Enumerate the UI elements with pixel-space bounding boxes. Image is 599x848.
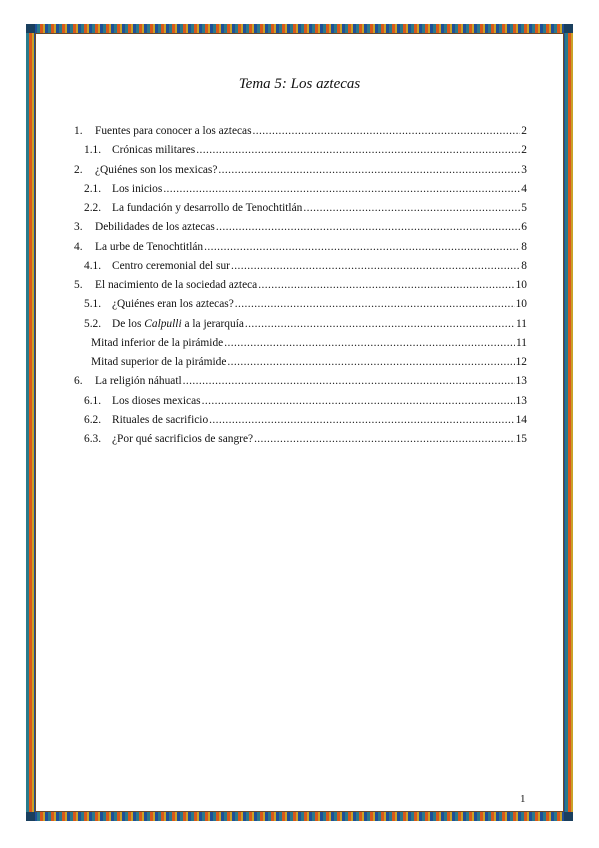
toc-entry-text: Rituales de sacrificio	[112, 413, 209, 426]
toc-entry[interactable]	[74, 395, 527, 414]
toc-leader-dots	[204, 241, 520, 253]
toc-leader-dots	[218, 164, 520, 176]
toc-leader-dots	[216, 221, 520, 233]
toc-entry-number: 6.2.	[84, 413, 102, 426]
toc-entry-number: 6.1.	[84, 394, 102, 407]
toc-entry[interactable]	[74, 337, 527, 356]
border-corner-top-right	[564, 24, 573, 33]
toc-entry[interactable]	[74, 241, 527, 260]
toc-entry-text: ¿Quiénes son los mexicas?	[95, 163, 218, 176]
toc-leader-dots	[235, 298, 515, 310]
toc-entry-text: La fundación y desarrollo de Tenochtitlán	[112, 202, 303, 214]
toc-leader-dots	[245, 318, 515, 330]
toc-entry-page: 15	[515, 433, 527, 445]
toc-entry[interactable]	[74, 164, 527, 183]
toc-entry-page: 8	[521, 240, 527, 253]
toc-entry-text: Fuentes para conocer a los aztecas	[95, 125, 252, 137]
table-of-contents	[74, 125, 527, 452]
toc-entry-number: 3.	[74, 221, 83, 234]
toc-entry-page: 13	[515, 375, 527, 388]
toc-entry-text-post: a la jerarquía	[181, 317, 244, 330]
toc-leader-dots	[231, 260, 520, 272]
toc-entry-text: Mitad inferior de la pirámide	[91, 336, 224, 349]
toc-entry[interactable]	[74, 144, 527, 163]
toc-entry-text-italic: Calpulli	[144, 317, 182, 330]
toc-entry[interactable]	[74, 318, 527, 337]
toc-leader-dots	[258, 279, 514, 291]
toc-leader-dots	[227, 356, 514, 368]
toc-entry[interactable]	[74, 414, 527, 433]
toc-entry-page: 8	[521, 259, 527, 272]
toc-entry[interactable]	[74, 356, 527, 375]
toc-entry-number: 4.1.	[84, 259, 102, 272]
toc-entry-number: 5.1.	[84, 298, 102, 311]
border-corner-bottom-right	[564, 812, 573, 821]
border-corner-top-left	[26, 24, 35, 33]
toc-entry-text	[112, 318, 244, 330]
toc-entry-number: 2.2.	[84, 202, 102, 214]
page-number: 1	[520, 793, 526, 805]
toc-entry-page: 4	[521, 182, 527, 195]
toc-entry-number: 4.	[74, 240, 83, 253]
toc-leader-dots	[196, 144, 520, 156]
toc-entry-text: La religión náhuatl	[95, 375, 182, 388]
toc-entry[interactable]	[74, 202, 527, 221]
toc-entry[interactable]	[74, 433, 527, 452]
toc-entry-number: 2.	[74, 163, 83, 176]
toc-entry-page: 12	[515, 356, 527, 368]
toc-entry-number: 5.2.	[84, 317, 102, 330]
border-corner-bottom-left	[26, 812, 35, 821]
toc-entry-page: 11	[516, 317, 527, 330]
toc-entry-page: 3	[521, 163, 527, 176]
toc-leader-dots	[163, 183, 520, 195]
toc-leader-dots	[202, 395, 515, 407]
toc-leader-dots	[224, 337, 515, 349]
toc-entry-page: 2	[521, 125, 527, 137]
toc-entry[interactable]	[74, 221, 527, 240]
toc-entry-text: Centro ceremonial del sur	[112, 259, 230, 272]
document-title: Tema 5: Los aztecas	[238, 76, 361, 92]
toc-entry-text-pre: De los	[112, 317, 145, 330]
toc-entry-number: 1.1.	[84, 144, 102, 157]
toc-entry-text: ¿Por qué sacrificios de sangre?	[112, 433, 254, 445]
toc-entry[interactable]	[74, 125, 527, 144]
toc-entry-text: El nacimiento de la sociedad azteca	[95, 279, 258, 291]
toc-entry[interactable]	[74, 183, 527, 202]
toc-entry[interactable]	[74, 260, 527, 279]
toc-entry-page: 11	[516, 336, 527, 349]
toc-leader-dots	[254, 433, 515, 445]
toc-entry-page: 14	[515, 413, 527, 426]
toc-entry-text: Crónicas militares	[112, 144, 196, 157]
toc-entry[interactable]	[74, 298, 527, 317]
toc-entry-page: 2	[521, 144, 527, 157]
toc-entry-number: 1.	[74, 125, 83, 137]
toc-entry-number: 5.	[74, 279, 83, 291]
toc-entry[interactable]	[74, 375, 527, 394]
toc-entry-number: 2.1.	[84, 182, 102, 195]
toc-entry-number: 6.	[74, 375, 83, 388]
toc-leader-dots	[253, 125, 521, 137]
toc-entry-page: 10	[515, 298, 527, 311]
toc-entry-text: ¿Quiénes eran los aztecas?	[112, 298, 234, 311]
toc-entry-text: Los inicios	[112, 182, 163, 195]
toc-entry-text: Debilidades de los aztecas	[95, 221, 215, 234]
toc-entry-page: 5	[521, 202, 527, 214]
toc-leader-dots	[209, 414, 514, 426]
toc-entry-text: Mitad superior de la pirámide	[91, 356, 227, 368]
toc-entry-page: 6	[521, 221, 527, 234]
toc-entry[interactable]	[74, 279, 527, 298]
toc-leader-dots	[183, 375, 515, 387]
toc-entry-page: 13	[515, 394, 527, 407]
toc-entry-page: 10	[515, 279, 527, 291]
toc-leader-dots	[303, 202, 520, 214]
toc-entry-text: Los dioses mexicas	[112, 394, 201, 407]
toc-entry-text: La urbe de Tenochtitlán	[95, 240, 204, 253]
toc-entry-number: 6.3.	[84, 433, 102, 445]
